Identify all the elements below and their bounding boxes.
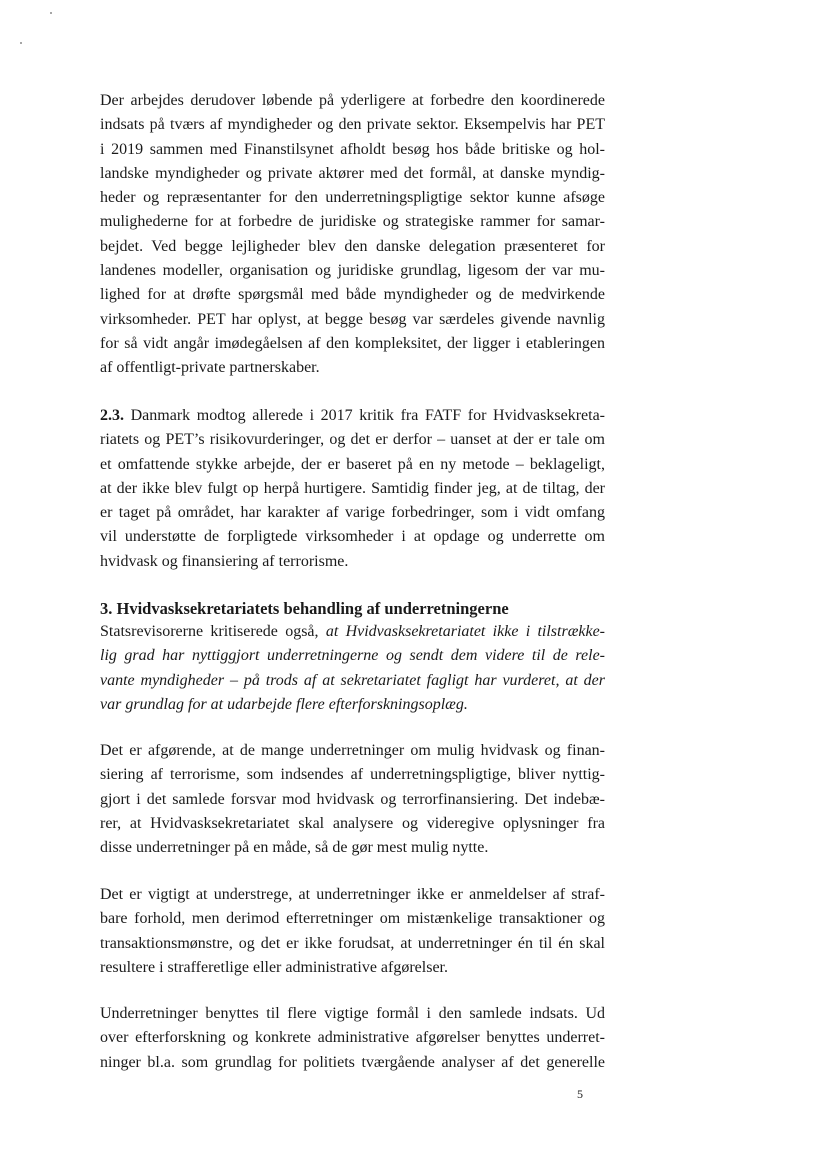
text-line: rer, at Hvidvasksekretariatet skal analysere og videregive oplysninger fra xyxy=(100,814,605,832)
paragraph-reports-utilized xyxy=(100,739,605,860)
scan-speck xyxy=(50,12,52,14)
text-line xyxy=(100,404,605,428)
text-line: siering af terrorisme, som indsendes af underretningspligtige, bliver nyttig- xyxy=(100,766,605,784)
text-line: et omfattende stykke arbejde, der er baseret på en ny metode – beklageligt, xyxy=(100,455,605,473)
text-line: at der ikke blev fulgt op herpå hurtigere. Samtidig finder jeg, at de tiltag, der xyxy=(100,479,605,497)
text-line-lead: Statsrevisorerne kritiserede også, xyxy=(100,623,326,640)
text-line: resultere i strafferetlige eller administrative afgørelser. xyxy=(100,958,448,976)
section-heading: 3. Hvidvasksekretariatets behandling af underretningerne xyxy=(100,599,509,618)
text-line: transaktionsmønstre, og det er ikke forudsat, at underretninger én til én skal xyxy=(100,934,605,952)
paragraph-coordinated-effort xyxy=(100,89,605,381)
text-line xyxy=(100,620,605,644)
text-line: Der arbejdes derudover løbende på yderligere at forbedre den koordinerede xyxy=(100,92,605,109)
text-line: bare forhold, men derimod efterretninger om mistænkelige transaktioner og xyxy=(100,910,605,928)
quote-text: vante myndigheder – på trods af at sekretariatet fagligt har vurderet, at der xyxy=(100,671,605,689)
paragraph-criticism xyxy=(100,620,605,717)
quote-text: var grundlag for at udarbejde flere efterforskningsoplæg. xyxy=(100,695,468,713)
text-line: er taget på området, har karakter af varige forbedringer, som i vidt omfang xyxy=(100,504,605,522)
text-line-content: Danmark modtog allerede i 2017 kritik fra FATF for Hvidvasksekreta- xyxy=(124,407,605,424)
text-line: af offentligt-private partnerskaber. xyxy=(100,359,320,377)
text-line: landske myndigheder og private aktører med det formål, at danske myndig- xyxy=(100,164,605,182)
page-number: 5 xyxy=(577,1087,583,1101)
text-line: ninger bl.a. som grundlag for politiets tværgående analyser af det generelle xyxy=(100,1053,605,1071)
paragraph-section-2-3 xyxy=(100,404,605,574)
text-line: lighed for at drøfte spørgsmål med både myndigheder og de medvirkende xyxy=(100,286,605,304)
text-line: riatets og PET’s risikovurderinger, og det er derfor – uanset at der er tale om xyxy=(100,431,605,449)
quote-text: at Hvidvasksekretariatet ikke i tilstrække- xyxy=(325,623,605,640)
text-line: i 2019 sammen med Finanstilsynet afholdt besøg hos både britiske og hol- xyxy=(100,140,605,158)
text-line: heder og repræsentanter for den underretningspligtige sektor kunne afsøge xyxy=(100,189,605,207)
text-line: over efterforskning og konkrete administrative afgørelser benyttes underret- xyxy=(100,1029,605,1047)
text-line: Det er afgørende, at de mange underretninger om mulig hvidvask og finan- xyxy=(100,742,605,759)
text-line: Underretninger benyttes til flere vigtige formål i den samlede indsats. Ud xyxy=(100,1005,605,1022)
text-line: gjort i det samlede forsvar mod hvidvask og terrorfinansiering. Det indebæ- xyxy=(100,790,605,808)
text-line: hvidvask og finansiering af terrorisme. xyxy=(100,552,349,570)
text-line: disse underretninger på en måde, så de gør mest mulig nytte. xyxy=(100,839,489,857)
scan-speck xyxy=(20,42,22,44)
text-line: indsats på tværs af myndigheder og den private sektor. Eksempelvis har PET xyxy=(100,116,605,134)
text-line: vil understøtte de forpligtede virksomheder i at opdage og underrette om xyxy=(100,528,605,546)
text-line: landenes modeller, organisation og juridiske grundlag, ligesom der var mu- xyxy=(100,262,605,280)
section-number: 2.3. xyxy=(100,407,124,424)
text-line: for så vidt angår imødegåelsen af den kompleksitet, der ligger i etableringen xyxy=(100,334,605,352)
text-line: mulighederne for at forbedre de juridiske og strategiske rammer for samar- xyxy=(100,213,605,231)
text-line: Det er vigtigt at understrege, at underretninger ikke er anmeldelser af straf- xyxy=(100,886,605,903)
paragraph-reports-not-complaints xyxy=(100,883,605,980)
quote-text: lig grad har nyttiggjort underretningerne og sendt dem videre til de rele- xyxy=(100,647,605,665)
text-line: virksomheder. PET har oplyst, at begge besøg var særdeles givende navnlig xyxy=(100,310,605,328)
paragraph-reports-uses xyxy=(100,1002,605,1075)
text-line: bejdet. Ved begge lejligheder blev den danske delegation præsenteret for xyxy=(100,237,605,255)
